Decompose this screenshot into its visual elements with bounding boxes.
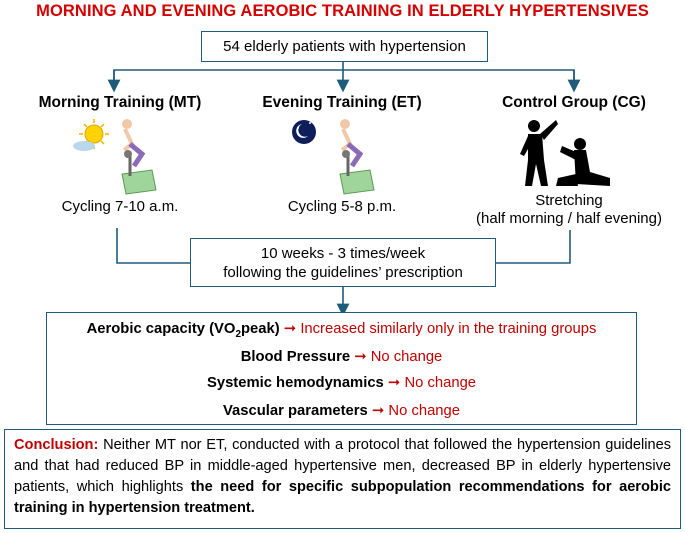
result-value: No change [370,349,443,365]
result-value: Increased similarly only in the training groups [300,321,597,337]
result-blood-pressure [47,348,636,365]
result-systemic-hemodynamics [47,374,636,391]
conclusion-label: Conclusion: [14,437,99,453]
result-label: Aerobic capacity $(VO_2peak)$ [86,321,280,340]
group-title-cg: Control Group (CG) [502,94,646,111]
moon-cycling-icon [290,114,382,196]
results-box [46,312,637,425]
protocol-box [190,238,496,287]
result-arrow: ➞ [283,321,297,337]
conclusion-bold-text: the need for specific subpopulation recommendations for aerobic training in hypertension treatment. [14,479,671,516]
result-aerobic-capacity [47,320,636,340]
result-value: No change [388,403,460,419]
group-desc-cg-line2: (half morning / half evening) [476,210,662,227]
group-desc-et: Cycling 5-8 p.m. [287,198,397,215]
patients-box: 54 elderly patients with hypertension [201,31,488,62]
group-desc-mt: Cycling 7-10 a.m. [61,198,179,215]
result-arrow: ➞ [387,375,401,391]
result-vascular-parameters [47,402,636,419]
result-arrow: ➞ [371,403,385,419]
result-label: Systemic hemodynamics [206,375,384,391]
result-label: Blood Pressure [240,349,351,365]
result-arrow: ➞ [354,349,367,365]
conclusion-text: Neither MT nor ET, conducted with a protocol that followed the hypertension guidelines and that had reduced BP in middle-aged hypertensive men, decreased BP in elderly hypertensive patients, which highlights [14,437,671,495]
sun-cycling-icon [72,114,164,196]
result-value: No change [404,375,477,391]
conclusion-box [4,429,681,529]
group-title-mt: Morning Training (MT) [38,94,202,111]
result-label: Vascular parameters [222,403,368,419]
protocol-line2: following the guidelines’ prescription [223,264,463,281]
group-desc-cg-line1: Stretching [535,192,603,209]
stretching-icon [516,116,612,190]
group-title-et: Evening Training (ET) [262,94,422,111]
group-desc-cg [454,192,684,228]
page-title: MORNING AND EVENING AEROBIC TRAINING IN ELDERLY HYPERTENSIVES [36,2,649,20]
protocol-line1: 10 weeks - 3 times/week [260,245,426,262]
